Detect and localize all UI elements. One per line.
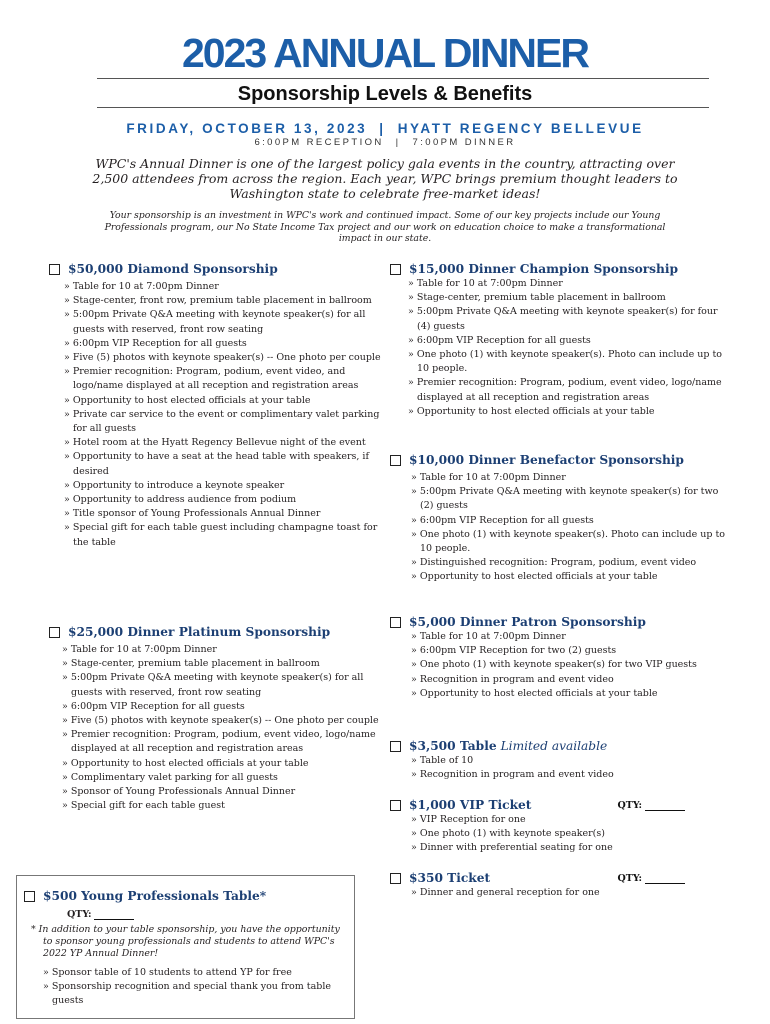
- page-title: 2023 ANNUAL DINNER: [182, 30, 588, 76]
- benefit-item: » Premier recognition: Program, podium, event video, logo/name displayed at all reception and registration areas: [408, 377, 722, 403]
- ticket-heading: [390, 871, 685, 885]
- checkbox[interactable]: [390, 455, 401, 466]
- young-professionals-qty: [67, 909, 354, 920]
- benefit-item: » Stage-center, front row, premium table placement in ballroom: [64, 295, 372, 307]
- qty-label: QTY:: [617, 799, 642, 811]
- young-professionals-box: [16, 875, 355, 1019]
- table-section: [390, 739, 730, 782]
- benefit-item: » Five (5) photos with keynote speaker(s) -- One photo per couple: [64, 352, 381, 364]
- title-divider-bottom: [97, 107, 709, 108]
- checkbox[interactable]: [24, 891, 35, 902]
- benefactor-title: $10,000 Dinner Benefactor Sponsorship: [409, 453, 684, 467]
- benefit-item: » Stage-center, premium table placement in ballroom: [408, 292, 666, 304]
- vip-heading: [390, 798, 685, 812]
- date-separator: |: [379, 121, 386, 136]
- event-date: FRIDAY, OCTOBER 13, 2023: [126, 121, 368, 136]
- benefit-item: » Recognition in program and event video: [411, 769, 614, 781]
- benefit-item: » Table for 10 at 7:00pm Dinner: [62, 644, 217, 655]
- qty-label: QTY:: [617, 872, 642, 884]
- event-times: [0, 137, 770, 148]
- diamond-title: $50,000 Diamond Sponsorship: [68, 262, 278, 276]
- table-title: $3,500 Table: [409, 739, 497, 753]
- benefit-item: » Sponsor table of 10 students to attend YP for free: [43, 966, 292, 978]
- champion-heading: [390, 262, 730, 276]
- event-venue: HYATT REGENCY BELLEVUE: [397, 121, 644, 136]
- qty-input[interactable]: [645, 800, 685, 811]
- platinum-benefits: [62, 643, 384, 813]
- benefit-item: » Stage-center, premium table placement in ballroom: [62, 658, 320, 670]
- young-professionals-heading: [24, 889, 354, 903]
- benefit-item: » Table for 10 at 7:00pm Dinner: [411, 631, 566, 642]
- benefit-item: » Dinner and general reception for one: [411, 887, 600, 898]
- benefit-item: » 6:00pm VIP Reception for all guests: [408, 334, 591, 346]
- platinum-title: $25,000 Dinner Platinum Sponsorship: [68, 625, 331, 639]
- benefit-item: » Premier recognition: Program, podium, event video, logo/name displayed at all reception and registration areas: [62, 729, 376, 755]
- benefactor-heading: [390, 453, 730, 467]
- benefit-item: » Opportunity to host elected officials at your table: [62, 757, 309, 769]
- checkbox[interactable]: [49, 264, 60, 275]
- patron-title: $5,000 Dinner Patron Sponsorship: [409, 615, 646, 629]
- benefit-item: » One photo (1) with keynote speaker(s): [411, 828, 605, 840]
- benefit-item: » Sponsorship recognition and special thank you from table guests: [43, 980, 331, 1007]
- checkbox[interactable]: [49, 627, 60, 638]
- benefit-item: » Table for 10 at 7:00pm Dinner: [408, 278, 563, 289]
- diamond-benefits: [64, 280, 384, 550]
- table-heading: [390, 739, 730, 753]
- young-professionals-title: $500 Young Professionals Table*: [43, 889, 267, 903]
- qty-label: QTY:: [67, 909, 92, 920]
- vip-qty: [618, 800, 685, 811]
- benefit-item: » 6:00pm VIP Reception for all guests: [411, 514, 594, 526]
- qty-input[interactable]: [94, 909, 134, 920]
- benefit-item: » Special gift for each table guest: [62, 800, 225, 812]
- benefactor-section: [390, 453, 730, 585]
- benefit-item: » 5:00pm Private Q&A meeting with keynote speaker(s) for two (2) guests: [411, 486, 719, 512]
- benefit-item: » 5:00pm Private Q&A meeting with keynote speaker(s) for all guests with reserved, front row seating: [62, 672, 364, 698]
- benefit-item: » Distinguished recognition: Program, podium, event video: [411, 557, 697, 569]
- benefit-item: » Opportunity to have a seat at the head table with speakers, if desired: [64, 451, 369, 477]
- benefit-item: » Title sponsor of Young Professionals Annual Dinner: [64, 508, 321, 520]
- vip-benefits: [411, 813, 685, 856]
- table-benefits: [411, 754, 730, 782]
- benefit-item: » Table for 10 at 7:00pm Dinner: [411, 472, 566, 483]
- title-divider-top: [97, 78, 709, 79]
- champion-section: [390, 262, 730, 419]
- benefit-item: » One photo (1) with keynote speaker(s). Photo can include up to 10 people.: [411, 528, 726, 555]
- patron-heading: [390, 615, 730, 629]
- checkbox[interactable]: [390, 264, 401, 275]
- benefit-item: » 5:00pm Private Q&A meeting with keynote speaker(s) for four (4) guests: [408, 306, 718, 332]
- benefit-item: » Special gift for each table guest including champagne toast for the table: [64, 522, 378, 548]
- limited-label: Limited available: [500, 739, 608, 753]
- qty-input[interactable]: [645, 873, 685, 884]
- benefit-item: » Private car service to the event or complimentary valet parking for all guests: [64, 408, 380, 435]
- dinner-time: 7:00PM DINNER: [412, 137, 516, 148]
- diamond-section: [49, 262, 384, 550]
- benefit-item: » Table of 10: [411, 755, 474, 766]
- event-date-venue: [0, 121, 770, 136]
- benefit-item: » 6:00pm VIP Reception for two (2) guests: [411, 645, 617, 657]
- benefit-item: » Premier recognition: Program, podium, event video, and logo/name displayed at all reception and registration areas: [64, 366, 359, 392]
- ticket-qty: [618, 873, 685, 884]
- benefit-item: » Opportunity to host elected officials at your table: [64, 394, 311, 406]
- benefactor-benefits: [411, 471, 730, 585]
- patron-section: [390, 615, 730, 701]
- benefit-item: » 6:00pm VIP Reception for all guests: [62, 700, 245, 712]
- benefit-item: » Dinner with preferential seating for one: [411, 842, 613, 854]
- young-professionals-note: * In addition to your table sponsorship, you have the opportunity to sponsor young professionals and students to attend WPC's 2022 YP Annual Dinner!: [31, 924, 340, 960]
- ticket-section: [390, 871, 685, 900]
- champion-title: $15,000 Dinner Champion Sponsorship: [409, 262, 679, 276]
- platinum-section: [49, 625, 384, 813]
- benefit-item: » Opportunity to host elected officials at your table: [408, 405, 655, 417]
- benefit-item: » Recognition in program and event video: [411, 673, 614, 685]
- benefit-item: » One photo (1) with keynote speaker(s). Photo can include up to 10 people.: [408, 349, 723, 375]
- vip-section: [390, 798, 685, 856]
- benefit-item: » Opportunity to address audience from podium: [64, 494, 297, 506]
- checkbox[interactable]: [390, 800, 401, 811]
- impact-note: Your sponsorship is an investment in WPC's work and continued impact. Some of our key projects include our Young Professionals program, our No State Income Tax project and our work on education choice to make a transformational impact in our state.: [104, 210, 666, 244]
- ticket-benefits: [411, 886, 685, 900]
- champion-benefits: [408, 277, 730, 419]
- patron-benefits: [411, 630, 730, 701]
- page-subtitle: Sponsorship Levels & Benefits: [237, 83, 533, 105]
- benefit-item: » Hotel room at the Hyatt Regency Bellevue night of the event: [64, 437, 366, 449]
- checkbox[interactable]: [390, 873, 401, 884]
- benefit-item: » Five (5) photos with keynote speaker(s) -- One photo per couple: [62, 715, 379, 727]
- benefit-item: » Sponsor of Young Professionals Annual Dinner: [62, 786, 296, 798]
- reception-time: 6:00PM RECEPTION: [254, 137, 384, 148]
- checkbox[interactable]: [390, 617, 401, 628]
- benefit-item: » VIP Reception for one: [411, 814, 526, 825]
- platinum-heading: [49, 625, 384, 639]
- vip-title: $1,000 VIP Ticket: [409, 798, 532, 812]
- benefit-item: » Opportunity to host elected officials at your table: [411, 687, 658, 699]
- ticket-title: $350 Ticket: [409, 871, 491, 885]
- benefit-item: » Table for 10 at 7:00pm Dinner: [64, 281, 219, 292]
- benefit-item: » Opportunity to introduce a keynote speaker: [64, 479, 285, 491]
- benefit-item: » 6:00pm VIP Reception for all guests: [64, 337, 247, 349]
- diamond-heading: [49, 262, 384, 276]
- benefit-item: » One photo (1) with keynote speaker(s) for two VIP guests: [411, 659, 697, 671]
- benefit-item: » 5:00pm Private Q&A meeting with keynote speaker(s) for all guests with reserved, front row seating: [64, 309, 366, 335]
- benefit-item: » Complimentary valet parking for all guests: [62, 771, 278, 783]
- checkbox[interactable]: [390, 741, 401, 752]
- benefit-item: » Opportunity to host elected officials at your table: [411, 571, 658, 583]
- young-professionals-benefits: [43, 966, 343, 1009]
- time-separator: |: [395, 137, 401, 148]
- intro-paragraph: WPC's Annual Dinner is one of the largest policy gala events in the country, attracting over 2,500 attendees from across the region. Each year, WPC brings premium thought leaders to Washington state to celebrate free-market ideas!: [92, 156, 678, 201]
